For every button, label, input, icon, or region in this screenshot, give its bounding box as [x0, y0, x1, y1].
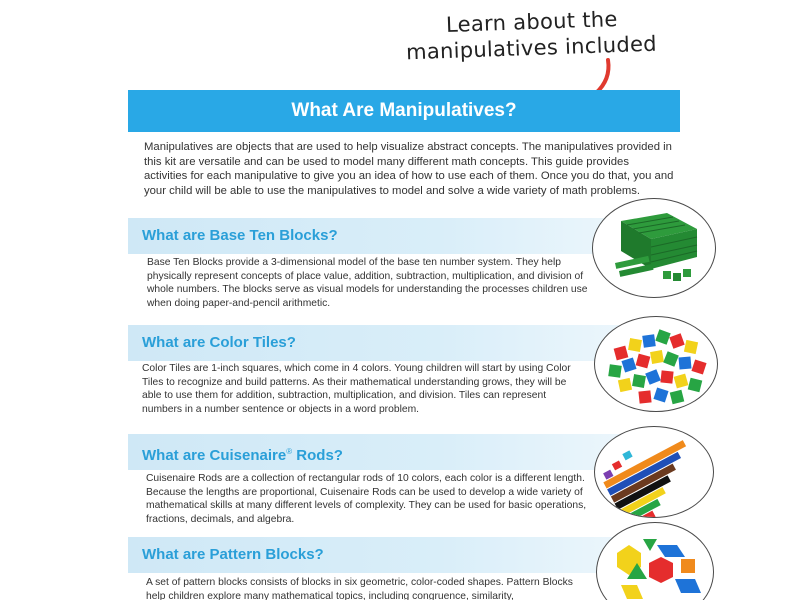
header-banner: [128, 90, 680, 132]
section-heading-color-tiles: [128, 325, 648, 361]
pattern-blocks-photo: [596, 522, 714, 600]
section-title-cuisenaire: [142, 434, 343, 470]
section-body-base-ten: Base Ten Blocks provide a 3-dimensional model of the base ten number system. They help physically represent concepts of place value, addition, subtraction, multiplication, and division of whole numbers. The blocks serve as visual models for understanding the processes children use when doing paper-and-pencil arithmetic.: [147, 257, 588, 309]
section-heading-base-ten: [128, 218, 648, 254]
section-title-cuisenaire-end: Rods?: [292, 447, 343, 464]
color-tiles-icon: [595, 317, 718, 412]
pattern-blocks-icon: [597, 523, 714, 600]
intro-paragraph: Manipulatives are objects that are used to help visualize abstract concepts. The manipulatives provided in this kit are versatile and can be used to model many different math concepts. This guide provides activities for each manipulative to give you an idea of how to use each of them. Once you do that, you and your child will be able to use the manipulatives to model and solve a wide variety of math problems.: [144, 141, 674, 197]
base-ten-blocks-photo: [592, 198, 716, 298]
handwritten-annotation: [0, 0, 800, 90]
annotation-line-1: Learn about the: [445, 7, 618, 37]
section-body-color-tiles: Color Tiles are 1-inch squares, which come in 4 colors. Young children will start by using Color Tiles to recognize and build patterns. As their mathematical understanding grows, they will be able to use them for addition, subtraction, multiplication, and division. Tiles can represent numbers in a number sentence or objects in a word problem.: [142, 363, 571, 415]
section-title-cuisenaire-main: What are Cuisenaire: [142, 447, 287, 464]
page-title: What Are Manipulatives?: [291, 100, 517, 121]
color-tiles-photo: [594, 316, 718, 412]
section-title-base-ten: What are Base Ten Blocks?: [142, 227, 338, 244]
registered-mark: ®: [286, 447, 293, 456]
section-heading-pattern-blocks: [128, 537, 648, 573]
base-ten-blocks-icon: [593, 199, 716, 298]
section-title-pattern-blocks: What are Pattern Blocks?: [142, 546, 324, 563]
section-title-color-tiles: What are Color Tiles?: [142, 334, 296, 351]
section-body-pattern-blocks: A set of pattern blocks consists of blocks in six geometric, color-coded shapes. Pattern Blocks help children explore many mathematical topics, including congruence, similarity,: [146, 577, 573, 600]
annotation-line-2: manipulatives included: [405, 31, 658, 65]
cuisenaire-rods-photo: [594, 426, 714, 518]
section-body-cuisenaire: Cuisenaire Rods are a collection of rectangular rods of 10 colors, each color is a different length. Because the lengths are proportional, Cuisenaire Rods can be used to develop a wide variety of mathematical skills at many different levels of complexity. They can be used for basic operations, fractions, decimals, and algebra.: [146, 473, 587, 525]
cuisenaire-rods-icon: [595, 427, 714, 518]
section-heading-cuisenaire: [128, 434, 648, 470]
